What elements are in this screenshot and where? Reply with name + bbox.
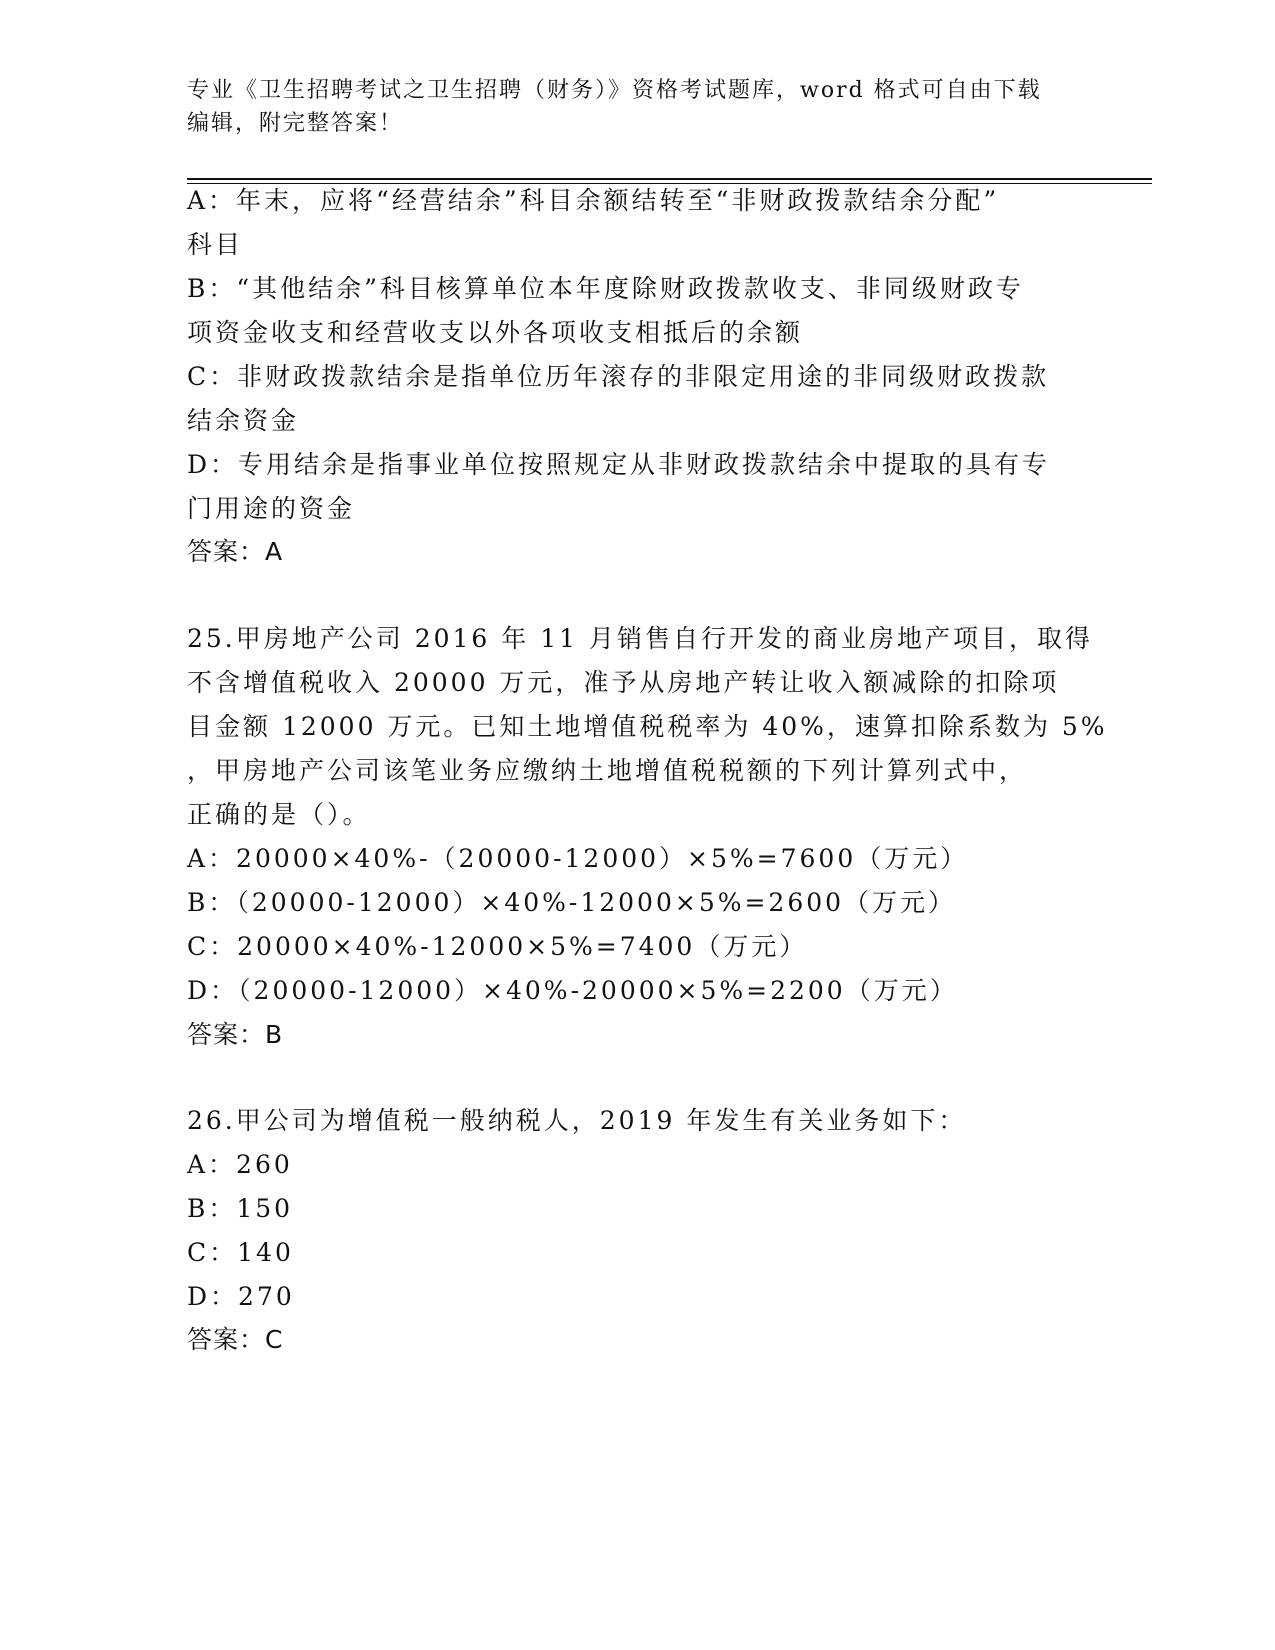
q26-stem: 26.甲公司为增值税一般纳税人，2019 年发生有关业务如下： xyxy=(187,1106,967,1135)
q24-option-d-line-2: 门用途的资金 xyxy=(187,494,356,523)
q25-option-c: C：20000×40%-12000×5%=7400（万元） xyxy=(187,932,808,961)
header-text xyxy=(187,74,1067,140)
q24-answer: 答案：A xyxy=(187,537,284,566)
q26-option-a: A：260 xyxy=(187,1150,293,1179)
q24-option-a-line-1: A：年末，应将“经营结余”科目余额结转至“非财政拨款结余分配” xyxy=(187,186,1000,215)
q24-option-c-line-1: C：非财政拨款结余是指单位历年滚存的非限定用途的非同级财政拨款 xyxy=(187,362,1050,391)
header-divider-thick xyxy=(187,178,1152,180)
q25-answer: 答案：B xyxy=(187,1020,284,1049)
q26-option-b: B：150 xyxy=(187,1194,294,1223)
q24-option-d-line-1: D：专用结余是指事业单位按照规定从非财政拨款结余中提取的具有专 xyxy=(187,450,1051,479)
q24-option-b-line-1: B：“其他结余”科目核算单位本年度除财政拨款收支、非同级财政专 xyxy=(187,274,1024,303)
q25-option-d: D：（20000-12000）×40%-20000×5%=2200（万元） xyxy=(187,976,958,1005)
q24-option-a-line-2: 科目 xyxy=(187,230,244,259)
q26-answer: 答案：C xyxy=(187,1325,284,1354)
q25-stem-line-3: 目金额 12000 万元。已知土地增值税税率为 40%，速算扣除系数为 5% xyxy=(187,712,1108,741)
q25-option-b: B：（20000-12000）×40%-12000×5%=2600（万元） xyxy=(187,888,957,917)
q26-option-c: C：140 xyxy=(187,1238,294,1267)
q25-stem-line-2: 不含增值税收入 20000 万元，准予从房地产转让收入额减除的扣除项 xyxy=(187,668,1060,697)
q26-option-d: D：270 xyxy=(187,1282,295,1311)
header-line-1: 专业《卫生招聘考试之卫生招聘（财务）》资格考试题库，word 格式可自由下载 xyxy=(187,78,1042,103)
q25-stem-line-5: 正确的是（）。 xyxy=(187,800,371,829)
header-line-2: 编辑，附完整答案！ xyxy=(187,111,404,136)
q24-option-b-line-2: 项资金收支和经营收支以外各项收支相抵后的余额 xyxy=(187,318,804,347)
q24-option-c-line-2: 结余资金 xyxy=(187,406,300,435)
q25-stem-line-1: 25.甲房地产公司 2016 年 11 月销售自行开发的商业房地产项目，取得 xyxy=(187,624,1093,653)
q25-option-a: A：20000×40%-（20000-12000）×5%=7600（万元） xyxy=(187,844,969,873)
q25-stem-line-4: ，甲房地产公司该笔业务应缴纳土地增值税税额的下列计算列式中， xyxy=(187,756,1028,785)
